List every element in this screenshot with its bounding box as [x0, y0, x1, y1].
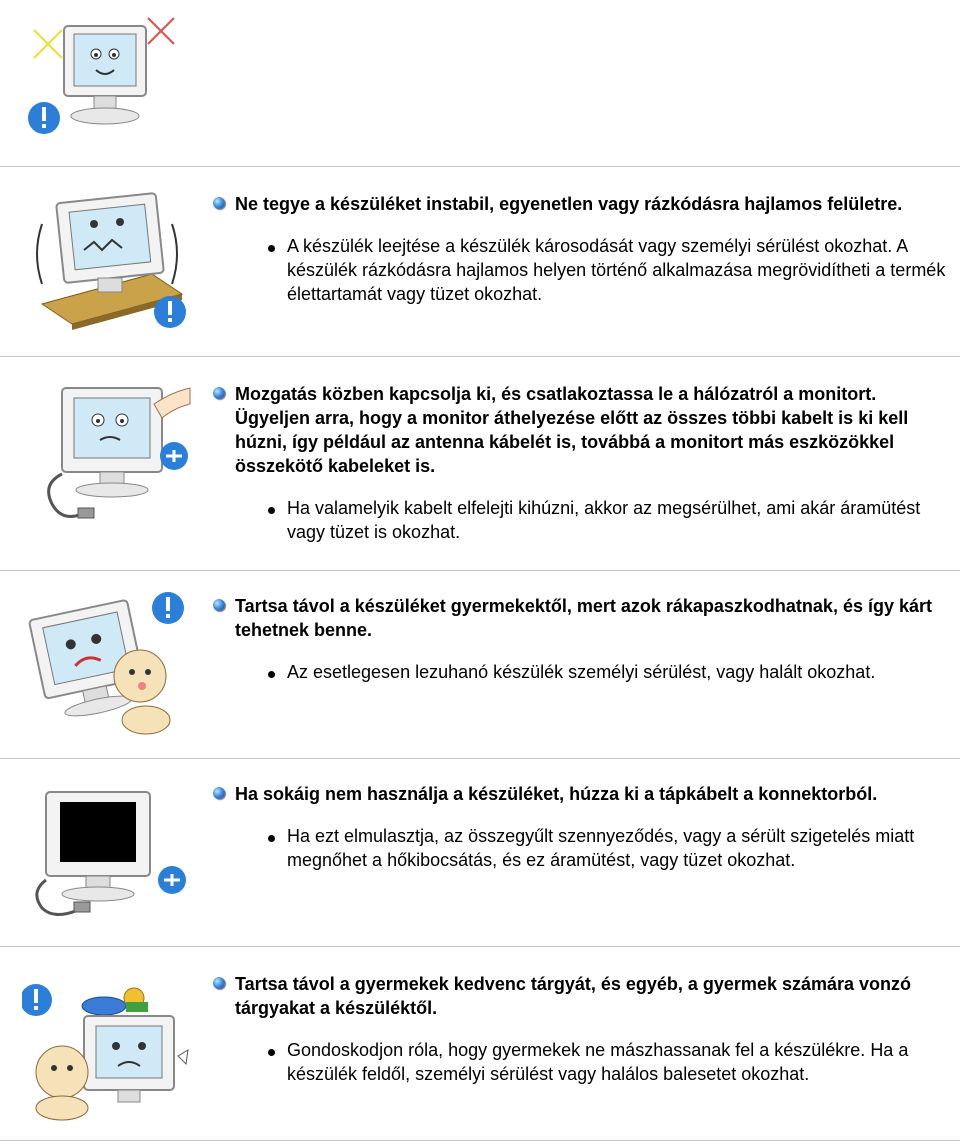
- safety-section: [0, 356, 960, 570]
- unstable-monitor-illustration: [22, 184, 192, 334]
- heading-text: Tartsa távol a készüléket gyermekektől, mert azok rákapaszkodhatnak, és így kárt tehetnek benne.: [235, 596, 932, 640]
- toys-on-monitor-illustration: [22, 972, 192, 1122]
- section-heading: [212, 782, 956, 806]
- bullet-icon: [268, 671, 275, 678]
- safety-section: [0, 758, 960, 946]
- section-bullet: [212, 1038, 956, 1086]
- section-heading: [212, 192, 956, 216]
- section-bullet: [212, 660, 956, 684]
- section-bullet: [212, 496, 956, 544]
- heading-text: Mozgatás közben kapcsolja ki, és csatlakoztassa le a hálózatról a monitort. Ügyeljen arra, hogy a monitor áthelyezése előtt az összes többi kabelt is ki kell húzni, így például az antenna kábelét is, továbbá a monitort más eszközökkel összekötő kabeleket is.: [235, 384, 909, 476]
- child-climbing-monitor-illustration: [22, 588, 192, 738]
- safety-section: [0, 946, 960, 1140]
- bullet-icon: [268, 245, 275, 252]
- blue-dot-icon: [213, 977, 225, 989]
- bullet-text: A készülék leejtése a készülék károsodását vagy személyi sérülést okozhat. A készülék rázkódásra hajlamos helyen történő alkalmazása megrövidítheti a termék élettartamát vagy tüzet okozhat.: [287, 236, 946, 304]
- bullet-text: Ha ezt elmulasztja, az összegyűlt szennyeződés, vagy a sérült szigetelés miatt megnőhet a hőkibocsátás, és ez áramütést, vagy tüzet okozhat.: [287, 826, 915, 870]
- bullet-icon: [268, 835, 275, 842]
- heading-text: Tartsa távol a gyermekek kedvenc tárgyát, és egyéb, a gyermek számára vonzó tárgyakat a készüléktől.: [235, 974, 912, 1018]
- blue-dot-icon: [213, 197, 225, 209]
- bullet-text: Ha valamelyik kabelt elfelejti kihúzni, akkor az megsérülhet, ami akár áramütést vagy tüzet is okozhat.: [287, 498, 921, 542]
- section-heading: [212, 594, 956, 642]
- safety-section: [0, 570, 960, 756]
- heading-text: Ne tegye a készüléket instabil, egyenetlen vagy rázkódásra hajlamos felületre.: [235, 194, 903, 214]
- blue-dot-icon: [213, 387, 225, 399]
- section-bullet: [212, 824, 956, 872]
- bullet-text: Az esetlegesen lezuhanó készülék személyi sérülést, vagy halált okozhat.: [287, 662, 876, 682]
- monitor-sparkle-illustration: [24, 8, 184, 140]
- bullet-text: Gondoskodjon róla, hogy gyermekek ne mászhassanak fel a készülékre. Ha a készülék feldől, személyi sérülést vagy halálos balesetet okozhat.: [287, 1040, 909, 1084]
- section-heading: [212, 972, 956, 1020]
- unplug-monitor-illustration: [22, 374, 192, 534]
- blue-dot-icon: [213, 787, 225, 799]
- unplug-unused-monitor-illustration: [22, 784, 192, 924]
- section-heading: [212, 382, 956, 478]
- blue-dot-icon: [213, 599, 225, 611]
- safety-section: [0, 166, 960, 356]
- heading-text: Ha sokáig nem használja a készüléket, húzza ki a tápkábelt a konnektorból.: [235, 784, 878, 804]
- bullet-icon: [268, 1049, 275, 1056]
- bullet-icon: [268, 507, 275, 514]
- section-divider: [0, 1140, 960, 1141]
- section-bullet: [212, 234, 956, 306]
